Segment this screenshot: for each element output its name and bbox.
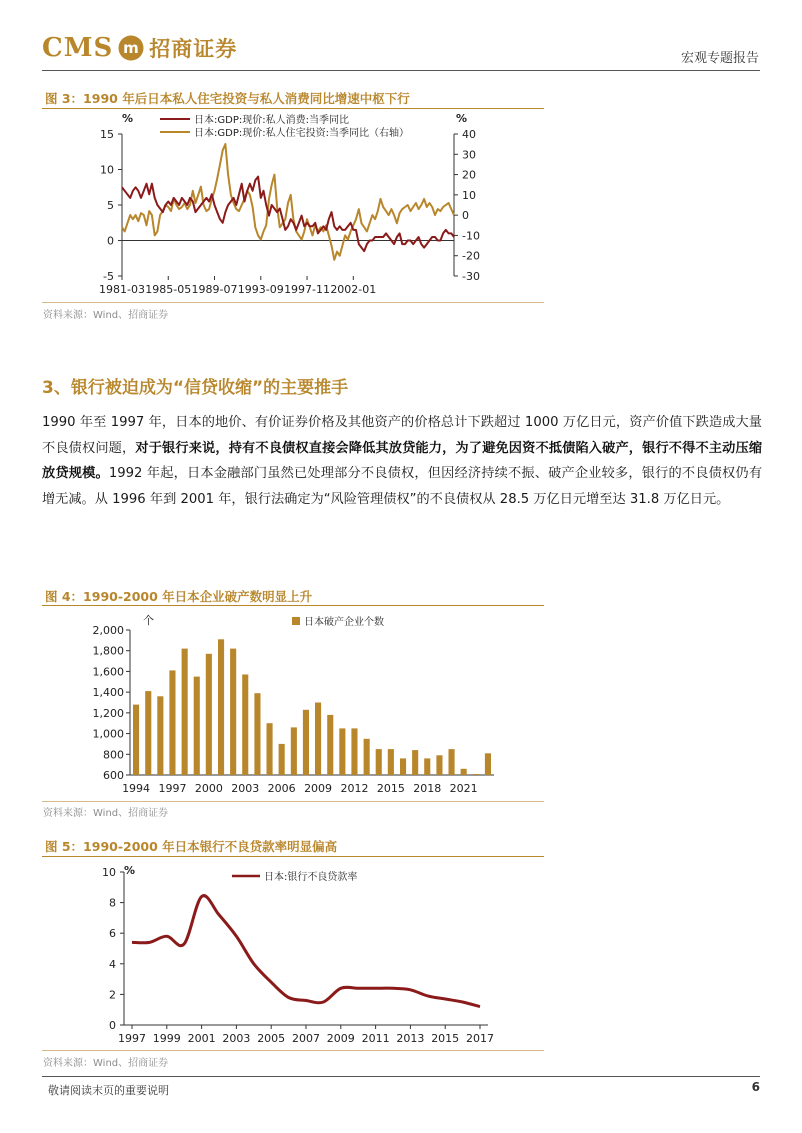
figure4-bar xyxy=(145,691,151,775)
figure3-x-tick-label: 1997-11 xyxy=(284,283,331,296)
figure3-x-tick-label: 2002-01 xyxy=(330,283,377,296)
figure4-legend: 日本破产企业个数 xyxy=(304,617,384,628)
figure5-y-tick-label: 8 xyxy=(109,896,116,910)
figure3-left-axis-unit xyxy=(122,112,133,125)
figure5-x-tick-label: 2001 xyxy=(187,1032,216,1045)
figure4-x-tick-label: 2006 xyxy=(267,782,296,795)
figure5-source-rule xyxy=(42,1050,544,1051)
figure5-legend: 日本:银行不良贷款率 xyxy=(264,872,358,883)
figure5-x-tick-label: 2011 xyxy=(361,1032,390,1045)
figure4-y-tick-label: 1,400 xyxy=(92,686,124,700)
figure4-y-tick-label: 1,200 xyxy=(92,706,124,720)
figure4-y-tick-label: 600 xyxy=(103,769,124,782)
figure3-series-line xyxy=(122,177,454,252)
figure4-bar xyxy=(376,749,382,775)
page-number: 6 xyxy=(751,1080,760,1094)
figure4-bar xyxy=(291,727,297,775)
figure4-y-tick-label: 1,000 xyxy=(92,727,124,741)
figure5-x-tick-label: 2003 xyxy=(222,1032,251,1045)
figure4-source: 资料来源：Wind、招商证券 xyxy=(43,808,169,819)
paragraph-text-2: 1992 年起，日本金融部门虽然已处理部分不良债权，但因经济持续不振、破产企业较多，银行的不良债权仍有增无减。从 1996 年到 2001 年，银行法确定为“风险管理债权”的不良债权从 28.5 万亿日元增至达 31.8 万亿日元。 xyxy=(42,466,763,507)
figure5-x-tick-label: 1997 xyxy=(118,1032,146,1045)
figure4-bar xyxy=(254,693,260,775)
figure4-bar xyxy=(242,675,248,776)
figure4-bar xyxy=(412,750,418,775)
figure3-left-tick-label: 10 xyxy=(100,163,114,177)
figure4-y-tick-label: 1,600 xyxy=(92,665,124,679)
figure5-title-rule xyxy=(42,856,544,857)
figure4-bar xyxy=(157,696,163,775)
figure4-chart xyxy=(42,608,544,800)
figure3-right-tick-label: 10 xyxy=(462,188,476,202)
figure4-x-tick-label: 1997 xyxy=(158,782,187,795)
figure4-bar xyxy=(424,758,430,775)
figure3-right-unit: % xyxy=(456,112,468,125)
figure3-left-tick-label: 0 xyxy=(107,234,114,248)
figure3-right-tick-label: -10 xyxy=(462,229,480,243)
figure3-right-tick-label: 40 xyxy=(462,128,476,141)
figure4-bar xyxy=(315,703,321,776)
figure3-legend xyxy=(160,113,409,139)
figure3-x-tick-label: 1985-05 xyxy=(145,283,192,296)
figure3-left-tick-label: -5 xyxy=(103,270,114,283)
figure4-bar xyxy=(194,677,200,775)
figure4-bar xyxy=(267,723,273,775)
figure4-bar xyxy=(339,728,345,775)
figure5-x-tick-label: 2009 xyxy=(326,1032,355,1045)
report-type: 宏观专题报告 xyxy=(680,51,759,66)
figure3-left-tick-label: 15 xyxy=(100,128,114,141)
figure4-bar xyxy=(169,670,175,775)
figure4-y-tick-label: 800 xyxy=(103,748,124,762)
figure5-y-tick-label: 0 xyxy=(109,1019,116,1032)
figure3-right-tick-label: -20 xyxy=(462,249,480,263)
paragraph-text-1: 1990 年至 1997 年，日本的地价、有价证券价格及其他资产的价格总计下跌超过 1000 万亿日元，资产价值下跌造成大量不良债权问题， xyxy=(42,415,762,456)
figure3-title-rule xyxy=(42,108,544,109)
figure4-bar xyxy=(436,755,442,775)
figure4-x-tick-label: 1994 xyxy=(122,782,151,795)
header-divider xyxy=(42,70,760,71)
figure4-bar xyxy=(182,649,188,775)
figure5-y-tick-label: 4 xyxy=(109,957,116,971)
figure4-x-tick-label: 2009 xyxy=(304,782,333,795)
figure3-right-axis-unit xyxy=(456,112,467,125)
figure4-x-tick-label: 2021 xyxy=(449,782,478,795)
paragraph-bold-text: 对于银行来说，持有不良债权直接会降低其放贷能力，为了避免因资不抵债陷入破产，银行不得不主动压缩放贷规模。 xyxy=(42,440,763,481)
figure4-bar xyxy=(279,744,285,775)
figure4-bar xyxy=(461,769,467,775)
figure5-x-tick-label: 2013 xyxy=(396,1032,425,1045)
figure3-source-rule xyxy=(42,302,544,303)
section-heading: 3、银行被迫成为“信贷收缩”的主要推手 xyxy=(42,378,349,398)
figure4-y-tick-label: 1,800 xyxy=(92,644,124,658)
figure3-legend-consumption: 日本:GDP:现价:私人消费:当季同比 xyxy=(194,115,349,126)
figure5-x-tick-label: 1999 xyxy=(152,1032,181,1045)
footer-divider xyxy=(42,1076,760,1077)
figure4-bar xyxy=(473,774,479,775)
figure5-series-line xyxy=(132,896,480,1007)
figure3-x-tick-label: 1989-07 xyxy=(191,283,238,296)
figure5-x-tick-label: 2017 xyxy=(466,1032,494,1045)
figure4-title: 图 4：1990-2000 年日本企业破产数明显上升 xyxy=(45,589,313,604)
figure4-unit: 个 xyxy=(143,614,154,627)
figure5-x-tick-label: 2005 xyxy=(257,1032,286,1045)
figure4-legend-swatch xyxy=(292,617,300,625)
figure5-chart xyxy=(42,858,544,1050)
figure3-title: 图 3：1990 年后日本私人住宅投资与私人消费同比增速中枢下行 xyxy=(45,91,410,106)
figure4-bar xyxy=(133,705,139,775)
figure4-x-tick-label: 2012 xyxy=(340,782,369,795)
figure5-y-tick-label: 2 xyxy=(109,988,116,1002)
logo-cms-text: CMS xyxy=(42,33,114,63)
figure3-chart xyxy=(42,110,544,302)
section-paragraph xyxy=(42,410,762,512)
figure3-right-tick-label: 20 xyxy=(462,168,476,182)
figure4-x-tick-label: 2003 xyxy=(231,782,260,795)
company-logo xyxy=(42,28,237,68)
figure5-unit: % xyxy=(124,864,136,877)
figure4-bar xyxy=(388,749,394,775)
figure3-right-tick-label: -30 xyxy=(462,270,480,283)
figure4-y-tick-label: 2,000 xyxy=(92,624,124,637)
figure3-legend-housing: 日本:GDP:现价:私人住宅投资:当季同比（右轴） xyxy=(194,128,409,139)
figure3-x-tick-label: 1981-03 xyxy=(99,283,145,296)
figure5-x-tick-label: 2007 xyxy=(292,1032,320,1045)
figure3-source: 资料来源：Wind、招商证券 xyxy=(43,310,169,321)
figure5-title: 图 5：1990-2000 年日本银行不良贷款率明显偏高 xyxy=(45,839,338,854)
figure4-x-tick-label: 2018 xyxy=(413,782,442,795)
figure3-left-tick-label: 5 xyxy=(107,199,114,212)
figure4-bar xyxy=(206,654,212,775)
figure4-bar xyxy=(485,753,491,775)
figure4-x-tick-label: 2000 xyxy=(194,782,223,795)
footer-note: 敬请阅读末页的重要说明 xyxy=(48,1084,169,1097)
figure4-source-rule xyxy=(42,801,544,802)
figure4-bar xyxy=(218,639,224,775)
logo-badge-text: m xyxy=(123,39,140,57)
figure4-bar xyxy=(303,710,309,775)
figure4-bar xyxy=(400,758,406,775)
figure4-bar xyxy=(351,728,357,775)
figure4-bar xyxy=(230,649,236,775)
figure5-y-tick-label: 10 xyxy=(102,866,116,879)
company-name: 招商证券 xyxy=(149,37,238,61)
figure4-bar xyxy=(449,749,455,775)
figure4-title-rule xyxy=(42,605,544,606)
figure4-bar xyxy=(327,715,333,775)
figure3-x-tick-label: 1993-09 xyxy=(237,283,284,296)
logo-badge-icon xyxy=(117,34,145,62)
figure5-source: 资料来源：Wind、招商证券 xyxy=(43,1058,169,1069)
figure3-left-unit: % xyxy=(122,112,134,125)
figure3-right-tick-label: 0 xyxy=(462,209,469,223)
figure3-right-tick-label: 30 xyxy=(462,148,476,162)
figure5-x-tick-label: 2015 xyxy=(431,1032,460,1045)
figure4-bar xyxy=(364,739,370,775)
figure4-x-tick-label: 2015 xyxy=(376,782,405,795)
figure5-y-tick-label: 6 xyxy=(109,927,116,941)
